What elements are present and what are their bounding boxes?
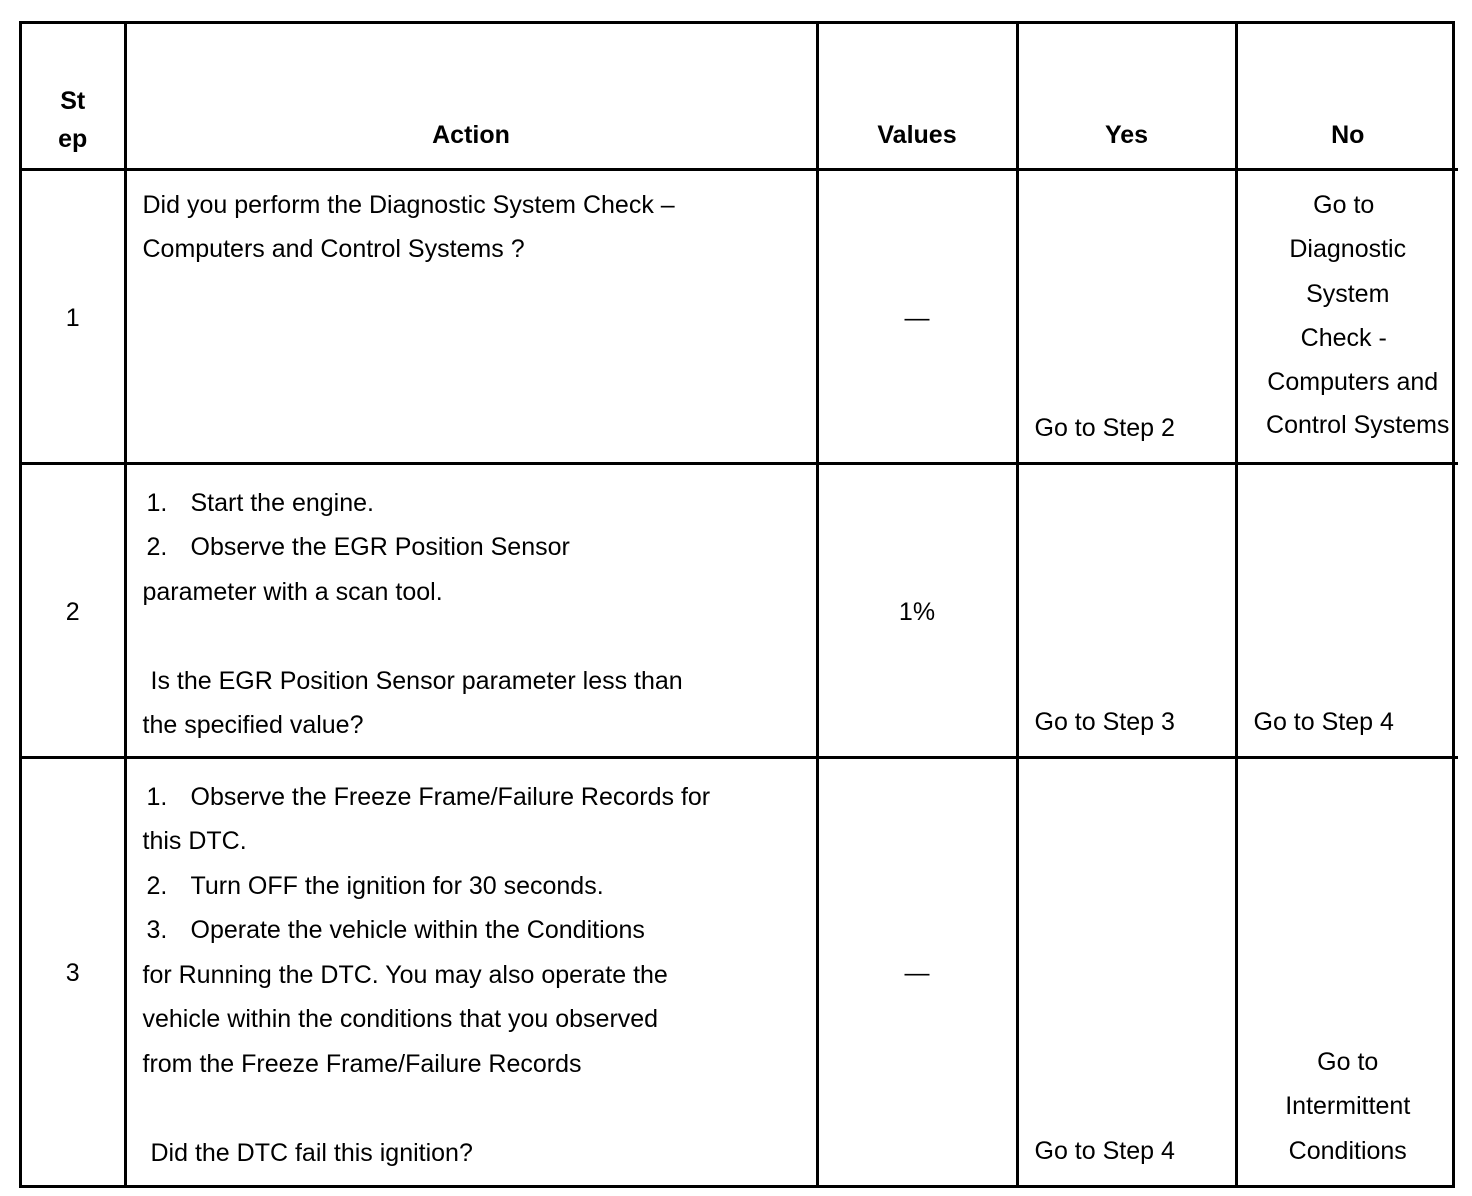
question-line: the specified value? [142,711,364,739]
action-item-number: 1. [146,782,168,811]
header-no-label: No [1331,121,1365,149]
question-line: Did the DTC fail this ignition? [150,1138,473,1167]
action-item [143,481,804,526]
no-line: Check - [1300,324,1387,352]
no-link[interactable]: Go to Step 4 [1253,707,1394,736]
action-cell [125,463,817,757]
no-cell [1236,169,1458,463]
value-text: 1% [898,597,936,626]
value-text: — [904,958,930,987]
action-item [143,525,804,570]
step-cell [22,463,125,757]
diagnostic-table-frame [19,21,1455,1188]
table-row [22,169,1458,463]
action-item-number: 2. [146,533,168,561]
no-line: Conditions [1288,1136,1407,1165]
action-item [143,775,804,820]
no-line: Intermittent [1285,1092,1411,1120]
yes-link[interactable]: Go to Step 4 [1034,1136,1175,1165]
no-line: Go to [1313,190,1375,219]
no-line: Computers and [1267,367,1439,396]
action-item-text: Observe the EGR Position Sensor [190,533,570,561]
value-text: — [904,303,930,332]
action-item [143,864,804,909]
header-step-line1: St [60,87,86,115]
action-line: Computers and Control Systems ? [142,235,525,263]
step-cell [22,757,125,1185]
no-link[interactable] [1238,183,1459,448]
step-number: 1 [65,303,80,332]
values-cell [817,757,1017,1185]
values-cell [817,463,1017,757]
action-item-text: Turn OFF the ignition for 30 seconds. [190,871,604,900]
action-item [143,908,804,953]
header-action-label: Action [432,121,510,149]
no-link[interactable] [1238,1040,1459,1174]
header-values [817,24,1017,169]
no-cell [1236,757,1458,1185]
header-action [125,24,817,169]
table-row [22,757,1458,1185]
action-item-text: Observe the Freeze Frame/Failure Records for [190,782,711,811]
blank-line [143,614,804,659]
action-cell [125,169,817,463]
action-line: from the Freeze Frame/Failure Records [142,1049,582,1078]
yes-cell [1017,463,1236,757]
header-values-label: Values [877,121,957,149]
no-line: Control Systems [1266,410,1450,439]
blank-line [143,1086,804,1131]
action-item-text: Start the engine. [190,488,374,517]
action-line: parameter with a scan tool. [142,577,443,606]
values-cell [817,169,1017,463]
no-line: System [1306,279,1390,308]
action-line: for Running the DTC. You may also operate the [142,960,668,989]
table-row [22,463,1458,757]
yes-cell [1017,169,1236,463]
step-number: 3 [65,958,80,987]
step-number: 2 [65,597,80,626]
action-line: Did you perform the Diagnostic System Check – [142,190,675,219]
action-line: this DTC. [142,827,247,855]
action-item-number: 3. [146,916,168,944]
header-step [22,24,125,169]
question-line: Is the EGR Position Sensor parameter less than [150,666,683,695]
no-cell [1236,463,1458,757]
action-line: vehicle within the conditions that you observed [142,1005,659,1033]
action-item-number: 1. [146,488,168,517]
action-cell [125,757,817,1185]
header-step-line2: ep [58,125,88,153]
header-no [1236,24,1458,169]
yes-link[interactable]: Go to Step 3 [1034,707,1175,736]
header-yes [1017,24,1236,169]
diagnostic-table [22,24,1458,1185]
header-yes-label: Yes [1104,121,1149,149]
action-item-text: Operate the vehicle within the Conditions [190,916,645,944]
no-line: Go to [1317,1047,1379,1076]
yes-cell [1017,757,1236,1185]
header-row [22,24,1458,169]
yes-link[interactable]: Go to Step 2 [1034,413,1175,442]
action-item-number: 2. [146,871,168,900]
step-cell [22,169,125,463]
no-line: Diagnostic [1289,235,1407,263]
